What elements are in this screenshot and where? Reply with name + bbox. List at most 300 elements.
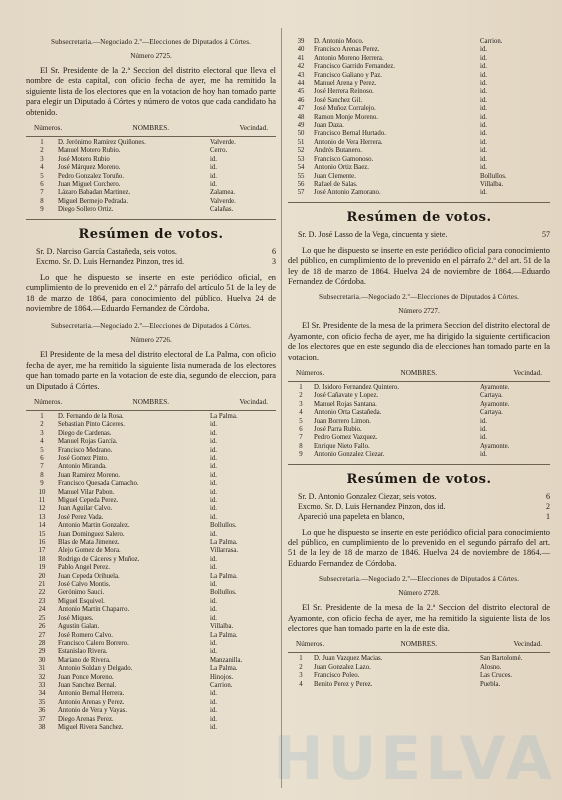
- elector-name: Rodrigo de Cáceres y Muñoz.: [58, 555, 140, 563]
- elector-name: Juan Dominguez Salero.: [58, 530, 125, 538]
- elector-vecindad: id.: [210, 480, 217, 488]
- row-number: 27: [38, 631, 46, 639]
- section-number: Número 2726.: [130, 336, 172, 345]
- col-vecindad: Vecindad.: [239, 124, 268, 133]
- summary-line: [26, 247, 276, 257]
- elector-vecindad: id.: [210, 606, 217, 614]
- left-column: [26, 0, 276, 732]
- elector-name: Antonio Bernal Herrera.: [58, 690, 125, 698]
- elector-name: Antonio de Vera Herrera.: [314, 138, 383, 146]
- row-number: 50: [297, 130, 305, 138]
- elector-name: José Gomez Pinto.: [58, 454, 109, 462]
- table-row: [26, 707, 276, 715]
- summary-count: 1: [546, 511, 550, 521]
- row-number: 2: [40, 147, 44, 155]
- table-row: [288, 384, 550, 392]
- table-row: [288, 401, 550, 409]
- elector-name: Agustin Galan.: [58, 623, 100, 631]
- elector-vecindad: Cartaya.: [480, 392, 503, 400]
- elector-name: José Sanchez Gil.: [314, 96, 363, 104]
- elector-vecindad: id.: [210, 639, 217, 647]
- table-header: [288, 369, 550, 377]
- elector-vecindad: Hinojos.: [210, 673, 234, 681]
- table-row: [288, 105, 550, 113]
- elector-vecindad: Villarrasa.: [210, 547, 239, 555]
- col-numbers: Números.: [296, 368, 325, 377]
- table-row: [26, 682, 276, 690]
- table-row: [26, 480, 276, 488]
- elector-vecindad: id.: [480, 189, 487, 197]
- elector-name: Francisco Arenas Perez.: [314, 46, 380, 54]
- elector-vecindad: La Palma.: [210, 572, 238, 580]
- elector-name: Manuel Rojas Santana.: [314, 400, 377, 408]
- row-number: 38: [38, 723, 46, 731]
- row-number: 7: [299, 434, 303, 442]
- row-number: 36: [38, 707, 46, 715]
- row-number: 40: [297, 46, 305, 54]
- table-row: [26, 573, 276, 581]
- elector-vecindad: Manzanilla.: [210, 656, 243, 664]
- elector-name: Alejo Gomez de Mora.: [58, 547, 121, 555]
- section-closing: Lo que he dispuesto se inserte en este periódico oficial, en cumplimiento de lo prevenido en el 2.º párrafo del artículo 51 de la ley de 18 de marzo de 1864, para conocimiento del público. Huelva 24 de noviembre de 1864.—Eduardo Fernandez de Córdoba.: [26, 272, 276, 313]
- elector-name: Blas de Mata Jimenez.: [58, 539, 120, 547]
- elector-vecindad: id.: [480, 63, 487, 71]
- row-number: 1: [40, 412, 44, 420]
- row-number: 37: [38, 715, 46, 723]
- elector-vecindad: id.: [210, 172, 217, 180]
- elector-vecindad: Calañas.: [210, 206, 234, 214]
- row-number: 18: [38, 555, 46, 563]
- archive-watermark: HUELVA: [273, 724, 556, 794]
- col-numbers: Números.: [34, 124, 63, 133]
- elector-list-continued: [288, 38, 550, 198]
- elector-vecindad: Ayamonte.: [480, 442, 510, 450]
- row-number: 5: [40, 172, 44, 180]
- elector-name: Antonio Miranda.: [58, 463, 107, 471]
- elector-vecindad: id.: [210, 446, 217, 454]
- elector-name: Juan Miguel Corchero.: [58, 181, 121, 189]
- elector-name: Antonio Arenas y Perez.: [58, 698, 125, 706]
- elector-vecindad: id.: [480, 417, 487, 425]
- table-row: [26, 164, 276, 172]
- table-row: [26, 497, 276, 505]
- row-number: 3: [40, 429, 44, 437]
- table-row: [26, 547, 276, 555]
- col-names: NOMBRES.: [132, 124, 170, 133]
- row-number: 9: [40, 480, 44, 488]
- table-row: [26, 173, 276, 181]
- row-number: 26: [38, 623, 46, 631]
- table-row: [288, 164, 550, 172]
- summary-line: [288, 230, 550, 240]
- row-number: 31: [38, 665, 46, 673]
- elector-vecindad: La Palma.: [210, 412, 238, 420]
- elector-vecindad: La Palma.: [210, 631, 238, 639]
- table-row: [288, 418, 550, 426]
- elector-vecindad: id.: [480, 80, 487, 88]
- elector-vecindad: Villalba.: [480, 180, 504, 188]
- row-number: 46: [297, 96, 305, 104]
- table-row: [26, 505, 276, 513]
- elector-name: Manuel Arena y Perez.: [314, 80, 377, 88]
- row-number: 14: [38, 522, 46, 530]
- elector-name: Mariano de Rivera.: [58, 656, 111, 664]
- elector-name: Manuel Vilar Pabon.: [58, 488, 115, 496]
- elector-name: José Muñoz Corralejo.: [314, 105, 376, 113]
- row-number: 16: [38, 539, 46, 547]
- elector-vecindad: Valverde.: [210, 197, 236, 205]
- elector-name: Antonio Soldan y Delgado.: [58, 665, 133, 673]
- elector-name: Juan Borrero Limon.: [314, 417, 371, 425]
- rule: [26, 136, 276, 137]
- elector-vecindad: id.: [480, 71, 487, 79]
- row-number: 51: [297, 138, 305, 146]
- table-row: [288, 147, 550, 155]
- section-header: Subsecretaria.—Negociado 2.º—Elecciones de Diputados á Córtes.: [50, 38, 252, 46]
- elector-name: Lázaro Babadan Martinez.: [58, 189, 131, 197]
- elector-name: D. Jerónimo Ramirez Quiñones.: [58, 139, 146, 147]
- elector-name: D. Antonio Moco.: [314, 38, 364, 45]
- elector-vecindad: Villalba.: [210, 623, 234, 631]
- table-row: [26, 438, 276, 446]
- elector-vecindad: Ayamonte.: [480, 383, 510, 391]
- elector-vecindad: Alosno.: [480, 663, 502, 671]
- table-row: [288, 189, 550, 197]
- elector-vecindad: Cartaya.: [480, 409, 503, 417]
- elector-vecindad: id.: [210, 463, 217, 471]
- elector-name: Francisco Calero Borrero.: [58, 639, 129, 647]
- row-number: 54: [297, 164, 305, 172]
- elector-name: Antonio Moreno Herrera.: [314, 54, 384, 62]
- table-row: [288, 181, 550, 189]
- table-row: [26, 139, 276, 147]
- table-row: [26, 674, 276, 682]
- row-number: 6: [40, 181, 44, 189]
- elector-vecindad: La Palma.: [210, 539, 238, 547]
- row-number: 43: [297, 71, 305, 79]
- elector-vecindad: id.: [210, 429, 217, 437]
- elector-list: [288, 655, 550, 689]
- rule: [288, 652, 550, 653]
- elector-name: Juan Clemente.: [314, 172, 356, 180]
- right-column: [288, 0, 550, 689]
- elector-vecindad: id.: [480, 105, 487, 113]
- table-row: [288, 655, 550, 663]
- col-names: NOMBRES.: [400, 640, 438, 649]
- rule: [288, 381, 550, 382]
- section-header: Subsecretaria.—Negociado 2.º—Elecciones de Diputados á Córtes.: [318, 293, 520, 302]
- row-number: 21: [38, 581, 46, 589]
- row-number: 12: [38, 505, 46, 513]
- table-row: [26, 455, 276, 463]
- elector-name: Francisco Quesada Camacho.: [58, 480, 139, 488]
- table-header: [288, 640, 550, 648]
- elector-vecindad: id.: [480, 138, 487, 146]
- row-number: 6: [40, 454, 44, 462]
- table-row: [26, 615, 276, 623]
- elector-vecindad: id.: [210, 421, 217, 429]
- elector-vecindad: id.: [480, 88, 487, 96]
- elector-name: José Cañavate y Lopez.: [314, 392, 379, 400]
- row-number: 56: [297, 180, 305, 188]
- elector-name: Francisco Poleo.: [314, 672, 360, 680]
- summary-line: [26, 257, 276, 267]
- section-number: Número 2727.: [398, 307, 440, 316]
- table-row: [288, 672, 550, 680]
- summary-text: Apareció una papeleta en blanco,: [298, 511, 405, 521]
- table-row: [288, 392, 550, 400]
- summary-count: 57: [542, 229, 550, 239]
- table-row: [26, 413, 276, 421]
- summary-text: Excmo. Sr. D. Luis Hernandez Pinzon, dos id.: [298, 501, 446, 511]
- col-names: NOMBRES.: [132, 397, 170, 406]
- rule: [26, 410, 276, 411]
- rule: [288, 202, 550, 203]
- summary-line: [288, 502, 550, 512]
- elector-vecindad: id.: [210, 530, 217, 538]
- elector-name: Manuel Motero Rubio.: [58, 147, 121, 155]
- table-row: [26, 531, 276, 539]
- table-row: [26, 463, 276, 471]
- elector-vecindad: id.: [210, 614, 217, 622]
- table-row: [26, 724, 276, 732]
- row-number: 5: [299, 417, 303, 425]
- vote-summary: [288, 492, 550, 522]
- elector-vecindad: id.: [210, 707, 217, 715]
- elector-vecindad: id.: [210, 505, 217, 513]
- resumen-heading: Resúmen de votos.: [346, 471, 492, 487]
- table-row: [26, 657, 276, 665]
- table-row: [26, 648, 276, 656]
- elector-vecindad: Zalamea.: [210, 189, 236, 197]
- table-row: [288, 426, 550, 434]
- elector-name: Antonio Ortiz Baez.: [314, 164, 369, 172]
- col-vecindad: Vecindad.: [513, 640, 542, 649]
- table-header: [26, 124, 276, 132]
- elector-vecindad: id.: [210, 715, 217, 723]
- row-number: 4: [40, 164, 44, 172]
- table-row: [26, 716, 276, 724]
- table-row: [26, 699, 276, 707]
- elector-name: Miguel Cepeda Perez.: [58, 497, 119, 504]
- row-number: 28: [38, 639, 46, 647]
- elector-vecindad: id.: [480, 164, 487, 172]
- row-number: 6: [299, 426, 303, 433]
- elector-name: Benito Perez y Perez.: [314, 680, 373, 688]
- row-number: 57: [297, 189, 305, 197]
- elector-name: Rafael de Salas.: [314, 180, 358, 188]
- table-row: [288, 72, 550, 80]
- row-number: 25: [38, 614, 46, 622]
- row-number: 45: [297, 88, 305, 96]
- table-row: [26, 632, 276, 640]
- row-number: 3: [299, 400, 303, 408]
- summary-text: Excmo. Sr. D. Luis Hernandez Pinzon, tres id.: [36, 256, 184, 266]
- summary-line: [288, 492, 550, 502]
- table-header: [26, 398, 276, 406]
- elector-name: José Romero Calvo.: [58, 631, 113, 639]
- table-row: [288, 434, 550, 442]
- table-row: [26, 421, 276, 429]
- table-row: [288, 88, 550, 96]
- elector-name: Sebastian Pinto Cáceres.: [58, 421, 126, 429]
- row-number: 41: [297, 54, 305, 62]
- elector-vecindad: San Bartolomé.: [480, 655, 523, 663]
- elector-vecindad: id.: [210, 438, 217, 446]
- elector-vecindad: id.: [480, 147, 487, 155]
- table-row: [26, 156, 276, 164]
- row-number: 3: [40, 155, 44, 163]
- table-row: [26, 598, 276, 606]
- elector-name: Manuel Rojas García.: [58, 438, 118, 446]
- resumen-heading: Resúmen de votos.: [78, 226, 224, 242]
- row-number: 48: [297, 113, 305, 121]
- elector-vecindad: id.: [210, 690, 217, 698]
- elector-vecindad: id.: [210, 581, 217, 589]
- elector-list: [288, 384, 550, 460]
- section-intro: El Presidente de la mesa del distrito electoral de La Palma, con oficio fecha de ayer, me ha remitido la siguiente lista numerada de los electores que han tomado parte en la votacion de este dia, segundo de eleccion, para un Diputado á Córtes.: [26, 350, 276, 391]
- section-number: Número 2725.: [130, 52, 172, 60]
- elector-name: Antonio Gonzalez Ciezar.: [314, 451, 385, 459]
- row-number: 44: [297, 80, 305, 88]
- summary-text: Sr. D. Antonio Gonzalez Ciezar, seis votos.: [298, 491, 437, 501]
- elector-name: Antonio de Vera y Vayas.: [58, 707, 128, 715]
- elector-vecindad: id.: [480, 426, 487, 433]
- row-number: 1: [40, 139, 44, 147]
- row-number: 33: [38, 681, 46, 689]
- table-row: [26, 514, 276, 522]
- table-row: [288, 443, 550, 451]
- elector-vecindad: id.: [480, 96, 487, 104]
- table-row: [26, 581, 276, 589]
- summary-text: Sr. D. José Lasso de la Vega, cincuenta y siete.: [298, 229, 448, 239]
- elector-vecindad: id.: [210, 564, 217, 572]
- row-number: 20: [38, 572, 46, 580]
- elector-vecindad: Valverde.: [210, 139, 236, 147]
- elector-name: Juan Aguilar Calvo.: [58, 505, 113, 513]
- elector-name: Antonio Martin Gonzalez.: [58, 522, 130, 530]
- elector-name: Juan Ponce Moreno.: [58, 673, 114, 681]
- summary-count: 2: [546, 501, 550, 511]
- row-number: 8: [40, 471, 44, 479]
- row-number: 10: [38, 488, 46, 496]
- elector-vecindad: Bollullos.: [210, 522, 237, 530]
- row-number: 42: [297, 63, 305, 71]
- col-numbers: Números.: [296, 640, 325, 649]
- elector-vecindad: id.: [210, 471, 217, 479]
- section-number: Número 2728.: [398, 589, 440, 598]
- table-row: [26, 640, 276, 648]
- elector-name: José Herrera Reinoso.: [314, 88, 374, 96]
- elector-vecindad: id.: [210, 597, 217, 605]
- elector-vecindad: Cerro.: [210, 147, 228, 155]
- table-row: [288, 173, 550, 181]
- table-row: [288, 409, 550, 417]
- section-intro: El Sr. Presidente de la mesa de la primera Seccion del distrito electoral de Ayamonte, con oficio fecha de ayer, me ha dirigido la siguiente certificacion de los electores que en este segundo dia de elecciones han tomado parte en la votacion.: [288, 321, 550, 362]
- elector-vecindad: id.: [210, 488, 217, 496]
- elector-vecindad: id.: [210, 555, 217, 563]
- elector-name: D. Fernando de la Rosa.: [58, 412, 124, 420]
- row-number: 2: [40, 421, 44, 429]
- elector-name: Juan Ramirez Moreno.: [58, 471, 121, 479]
- row-number: 1: [299, 655, 303, 663]
- elector-vecindad: La Palma.: [210, 665, 238, 673]
- elector-vecindad: id.: [480, 130, 487, 138]
- row-number: 3: [299, 672, 303, 680]
- table-row: [26, 181, 276, 189]
- elector-name: Miguel Esquivel.: [58, 597, 105, 605]
- elector-vecindad: id.: [480, 113, 487, 121]
- row-number: 53: [297, 155, 305, 163]
- table-row: [288, 97, 550, 105]
- elector-name: Pablo Angel Perez.: [58, 564, 110, 572]
- elector-vecindad: Ayamonte.: [480, 400, 510, 408]
- table-row: [26, 206, 276, 214]
- row-number: 17: [38, 547, 46, 555]
- elector-vecindad: id.: [210, 454, 217, 462]
- table-row: [26, 198, 276, 206]
- elector-name: Andrés Butanero.: [314, 147, 362, 155]
- summary-count: 3: [272, 256, 276, 266]
- table-row: [288, 80, 550, 88]
- table-row: [26, 606, 276, 614]
- elector-vecindad: id.: [210, 181, 217, 189]
- row-number: 4: [299, 680, 303, 688]
- table-row: [288, 46, 550, 54]
- elector-name: Juan Daza.: [314, 122, 344, 130]
- row-number: 55: [297, 172, 305, 180]
- row-number: 35: [38, 698, 46, 706]
- table-row: [288, 451, 550, 459]
- table-row: [26, 665, 276, 673]
- table-row: [26, 147, 276, 155]
- summary-count: 6: [272, 246, 276, 256]
- elector-vecindad: id.: [210, 164, 217, 172]
- elector-vecindad: id.: [480, 46, 487, 54]
- row-number: 29: [38, 648, 46, 656]
- summary-count: 6: [546, 491, 550, 501]
- elector-name: Juan Gonzalez Lazo.: [314, 663, 371, 671]
- table-row: [26, 564, 276, 572]
- elector-name: Gerónimo Sauci.: [58, 589, 105, 597]
- elector-vecindad: Puebla.: [480, 680, 501, 688]
- table-row: [26, 539, 276, 547]
- col-names: NOMBRES.: [400, 368, 438, 377]
- elector-name: Antonio Orta Castañeda.: [314, 409, 382, 417]
- table-row: [26, 522, 276, 530]
- col-vecindad: Vecindad.: [239, 397, 268, 406]
- elector-name: Diego Arenas Perez.: [58, 715, 114, 723]
- elector-vecindad: id.: [210, 155, 217, 163]
- row-number: 1: [299, 383, 303, 391]
- elector-list: [26, 413, 276, 732]
- elector-vecindad: Carrion.: [480, 38, 503, 45]
- row-number: 9: [299, 451, 303, 459]
- row-number: 49: [297, 122, 305, 130]
- elector-name: Enrique Nieto Fallo.: [314, 442, 370, 450]
- row-number: 5: [40, 446, 44, 454]
- row-number: 8: [40, 197, 44, 205]
- elector-name: Francisco Gamonoso.: [314, 155, 374, 163]
- row-number: 30: [38, 656, 46, 664]
- elector-name: Miguel Bermejo Pedrada.: [58, 197, 129, 205]
- table-row: [288, 55, 550, 63]
- row-number: 8: [299, 442, 303, 450]
- rule: [26, 219, 276, 220]
- elector-vecindad: Las Cruces.: [480, 672, 513, 680]
- table-row: [288, 114, 550, 122]
- elector-name: Antonio Martin Chaparro.: [58, 606, 130, 614]
